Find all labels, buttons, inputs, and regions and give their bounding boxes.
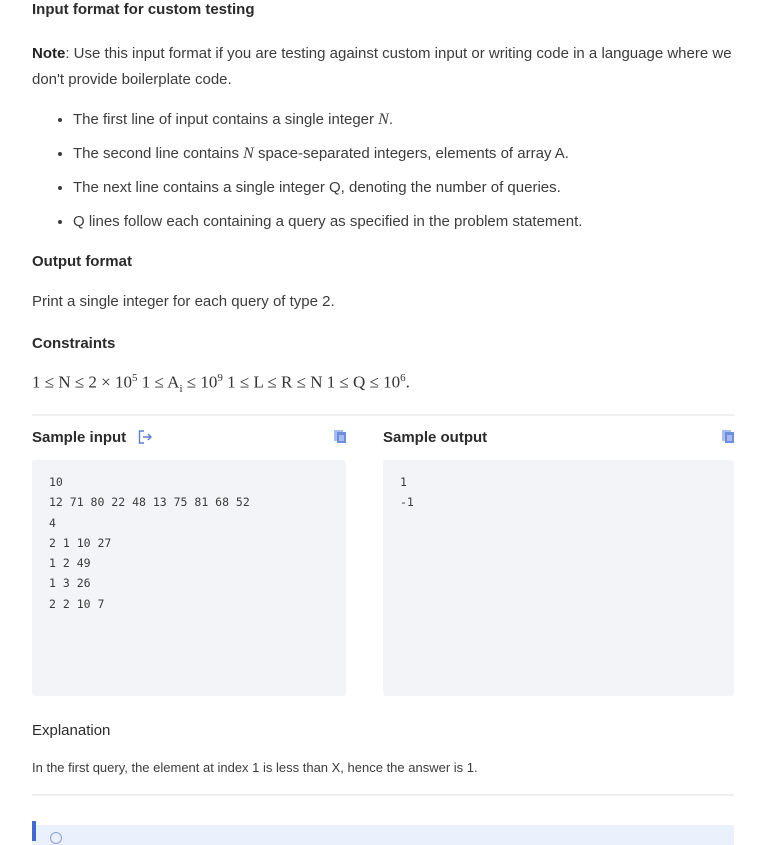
constraints-title: Constraints [32,335,116,352]
bullet-var: N [378,111,389,128]
constraint-lr: 1 ≤ L ≤ R ≤ N [227,372,323,392]
output-format-title: Output format [32,253,132,270]
section-divider [32,414,734,416]
sample-input-code: 10 12 71 80 22 48 13 75 81 68 52 4 2 1 10 27 1 2 49 1 3 26 2 2 10 7 [49,475,250,611]
note-text: : Use this input format if you are testing against custom input or writing code in a language where we don't provide boilerplate code. [32,45,732,88]
list-item [73,142,753,176]
sample-output-title: Sample output [383,429,488,446]
constraint-q-exp: 6 [400,372,406,384]
input-format-title: Input format for custom testing [32,1,255,18]
input-format-list [32,108,753,244]
info-banner [32,825,734,845]
constraint-n: 1 ≤ N ≤ 2 × 10 [32,372,133,392]
constraint-end: . [405,372,410,392]
constraint-q: 1 ≤ Q ≤ 10 [326,372,401,392]
open-in-editor-icon[interactable] [137,429,153,445]
sample-input-title: Sample input [32,429,127,446]
bullet-text: The second line contains [73,145,244,162]
info-banner-accent [32,821,36,841]
sample-input-box[interactable] [32,460,346,696]
constraint-n-exp: 5 [132,372,138,384]
copy-icon[interactable] [721,429,735,444]
bullet-text: The next line contains a single integer Q, denoting the number of queries. [73,179,561,196]
constraints-math [32,372,410,395]
input-format-note [32,41,742,93]
explanation-text: In the first query, the element at index 1 is less than X, hence the answer is 1. [32,760,478,775]
info-icon [50,832,62,844]
sample-output-box[interactable] [383,460,734,696]
bullet-text-end: . [388,111,394,128]
output-format-text: Print a single integer for each query of type 2. [32,293,335,310]
bullet-var: N [243,145,254,162]
constraint-a: 1 ≤ A [141,372,180,392]
list-item [73,176,753,210]
constraint-a-sub: i [179,383,183,396]
copy-icon[interactable] [333,429,347,444]
section-divider [32,794,734,796]
explanation-title: Explanation [32,722,111,739]
note-label: Note [32,45,66,62]
constraint-a-upper: ≤ 10 [182,372,218,392]
list-item [73,210,753,244]
bullet-text-end: space-separated integers, elements of array A. [253,145,569,162]
constraint-a-exp: 9 [217,372,223,384]
bullet-text: The first line of input contains a single integer [73,111,379,128]
bullet-text: Q lines follow each containing a query as specified in the problem statement. [73,213,583,230]
list-item [73,108,753,142]
sample-output-code: 1 -1 [400,475,414,510]
